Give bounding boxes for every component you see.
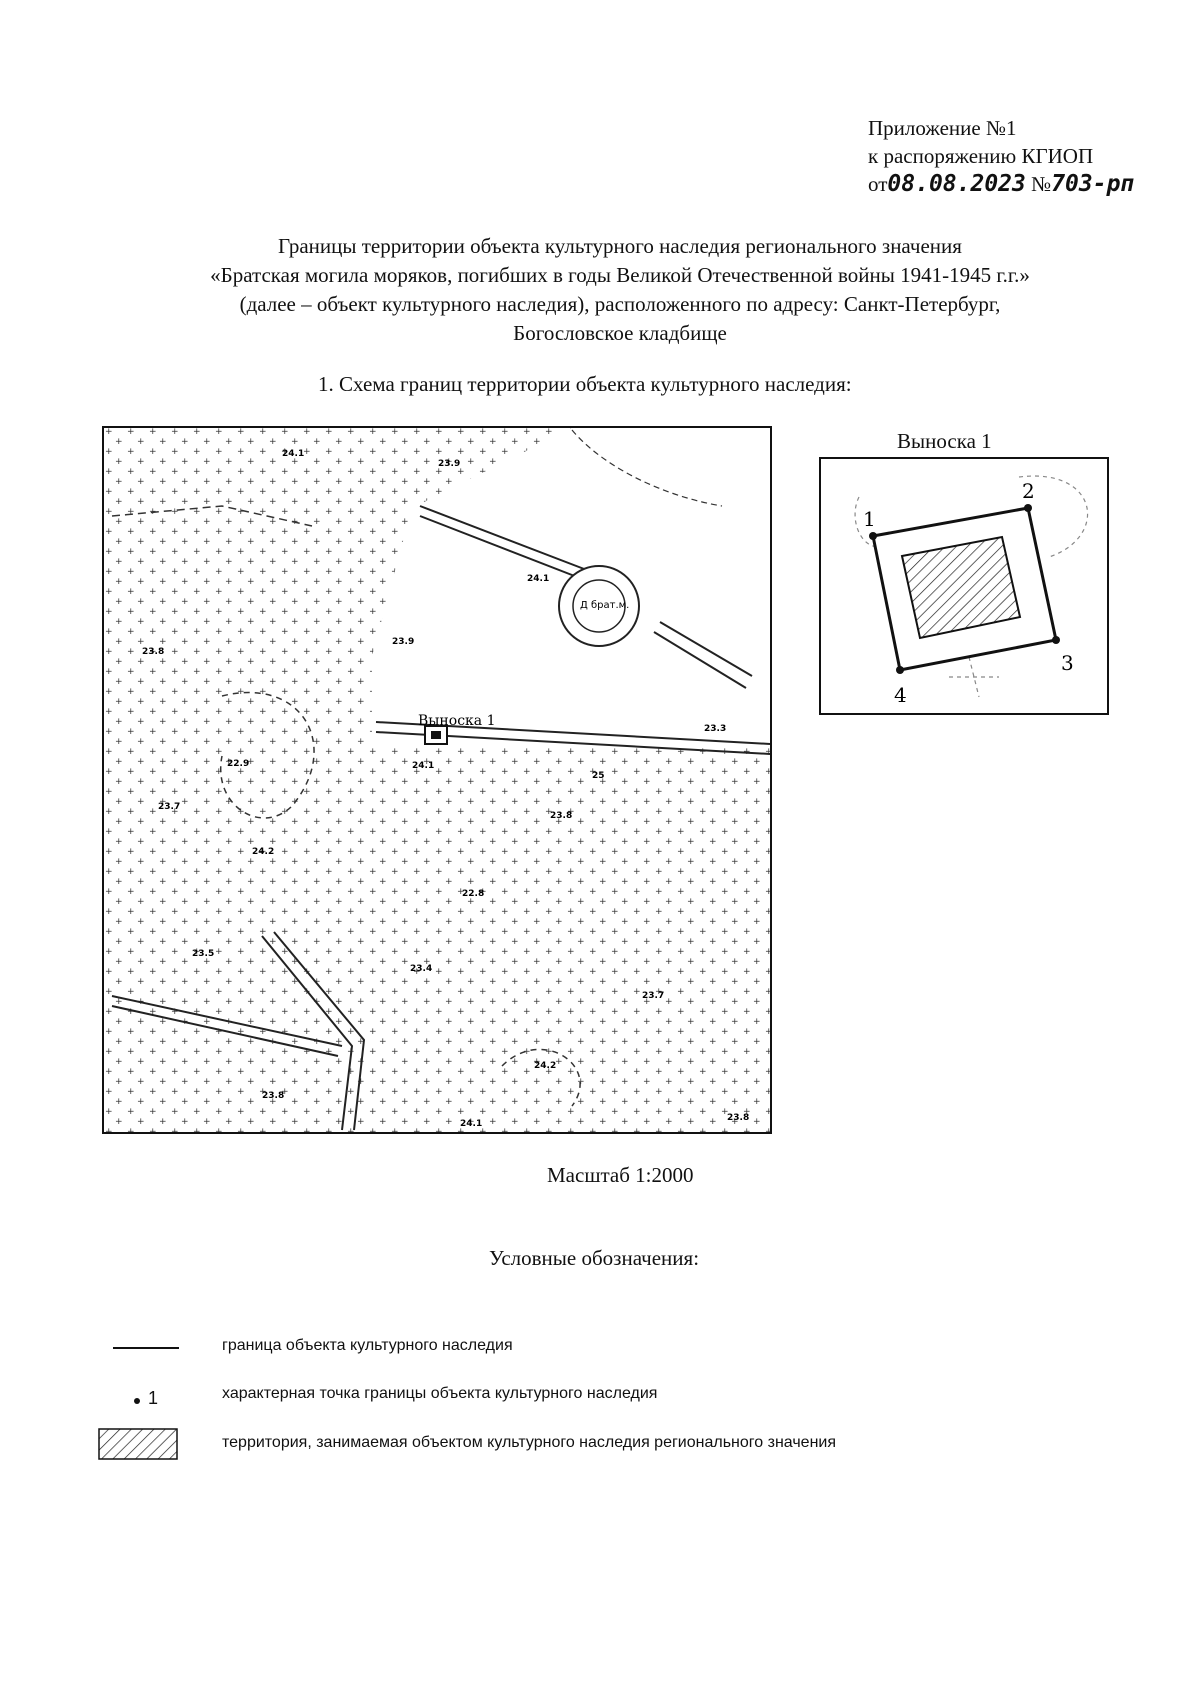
- legend-item-boundary: граница объекта культурного наследия: [222, 1337, 513, 1354]
- elevation-mark: 25: [592, 771, 605, 781]
- callout-marker-fill: [431, 731, 441, 739]
- title-line-3: (далее – объект культурного наследия), расположенного по адресу: Санкт-Петербург,: [239, 292, 1001, 316]
- legend-title: Условные обозначения:: [489, 1246, 700, 1270]
- document-title: [120, 232, 1120, 348]
- elevation-mark: 24.2: [534, 1061, 557, 1071]
- legend-line-symbol: [113, 1347, 179, 1349]
- elevation-mark: 24.1: [527, 574, 550, 584]
- title-line-1: Границы территории объекта культурного наследия регионального значения: [278, 234, 962, 258]
- point-label-1: 1: [863, 507, 876, 531]
- map-scale: Масштаб 1:2000: [547, 1163, 694, 1187]
- elevation-mark: 24.1: [282, 449, 305, 459]
- elevation-mark: 22.8: [462, 889, 485, 899]
- elevation-mark: 24.1: [412, 761, 435, 771]
- elevation-mark: 24.1: [460, 1119, 483, 1129]
- elevation-mark: 23.4: [410, 964, 433, 974]
- point-label-3: 3: [1061, 651, 1074, 675]
- point-label-4: 4: [894, 683, 907, 707]
- date-prefix: от: [868, 172, 888, 196]
- legend-point-label: 1: [148, 1388, 159, 1408]
- callout-title: Выноска 1: [897, 429, 992, 453]
- elevation-mark: 23.3: [704, 724, 727, 734]
- annex-number: Приложение №1: [868, 116, 1017, 140]
- annex-date-line: [868, 170, 1134, 198]
- order-number: 703-рп: [1051, 171, 1135, 197]
- legend-point-symbol: [134, 1398, 140, 1404]
- title-line-2: «Братская могила моряков, погибших в годы Великой Отечественной войны 1941-1945 г.г.»: [210, 263, 1030, 287]
- building-label: Д брат.м.: [580, 600, 630, 611]
- boundary-point-1: [869, 532, 877, 540]
- elevation-mark: 23.8: [727, 1113, 750, 1123]
- boundary-point-2: [1024, 504, 1032, 512]
- elevation-mark: 23.9: [392, 637, 415, 647]
- elevation-mark: 23.7: [158, 802, 181, 812]
- callout-map-label: Выноска 1: [418, 713, 496, 729]
- section-heading: 1. Схема границ территории объекта культурного наследия:: [318, 372, 852, 396]
- elevation-mark: 23.8: [262, 1091, 285, 1101]
- boundary-map: [102, 426, 772, 1134]
- elevation-mark: 23.7: [642, 991, 665, 1001]
- elevation-mark: 23.8: [550, 811, 573, 821]
- annex-header: [868, 114, 1134, 198]
- boundary-point-3: [1052, 636, 1060, 644]
- legend-item-territory: территория, занимаемая объектом культурного наследия регионального значения: [222, 1434, 836, 1451]
- elevation-mark: 23.9: [438, 459, 461, 469]
- annex-order-ref: к распоряжению КГИОП: [868, 144, 1094, 168]
- elevation-mark: 22.9: [227, 759, 250, 769]
- legend-item-point: характерная точка границы объекта культурного наследия: [222, 1385, 658, 1402]
- elevation-mark: 23.8: [142, 647, 165, 657]
- title-line-4: Богословское кладбище: [513, 321, 727, 345]
- legend-hatch-symbol: [98, 1428, 178, 1460]
- point-label-2: 2: [1022, 479, 1035, 503]
- number-prefix: №: [1031, 172, 1052, 196]
- elevation-mark: 24.2: [252, 847, 275, 857]
- callout-diagram: [819, 457, 1109, 715]
- elevation-mark: 23.5: [192, 949, 215, 959]
- boundary-point-4: [896, 666, 904, 674]
- order-date: 08.08.2023: [887, 171, 1026, 197]
